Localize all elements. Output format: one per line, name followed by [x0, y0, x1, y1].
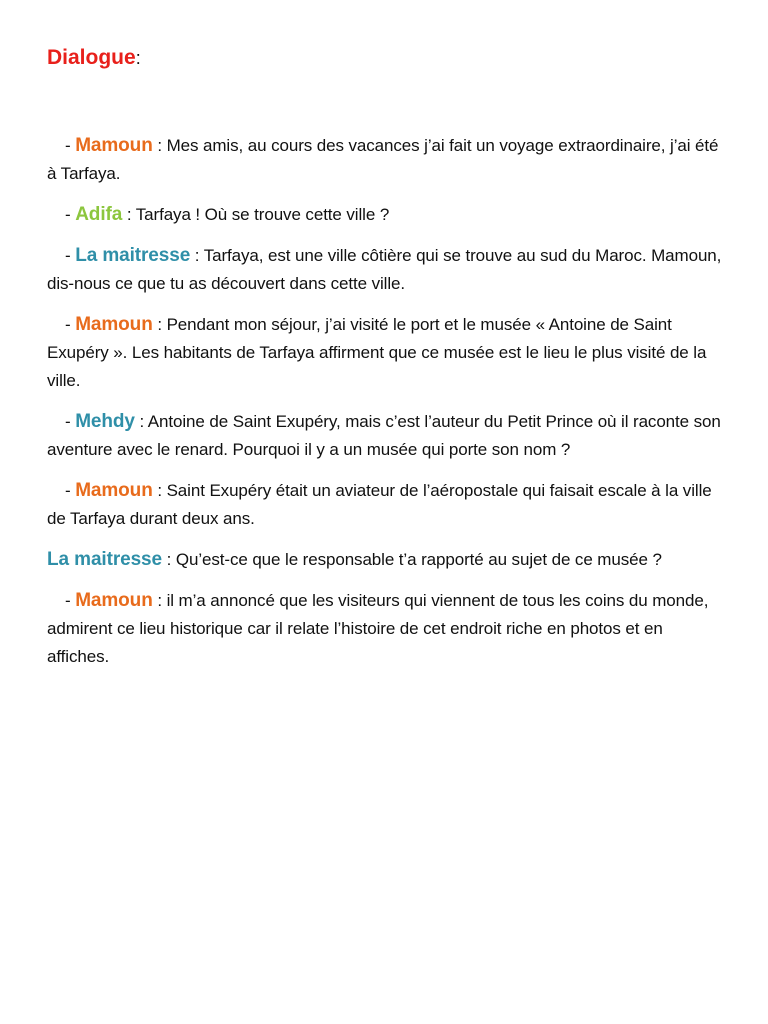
line-text: : Antoine de Saint Exupéry, mais c’est l’auteur du Petit Prince où il raconte son aventure avec le renard. Pourquoi il y a un musée qui porte son nom ?	[47, 412, 721, 459]
document-page	[47, 44, 729, 666]
speaker-name: Mamoun	[75, 480, 153, 501]
speaker-name: Mamoun	[75, 590, 153, 611]
speaker-name: Adifa	[75, 204, 123, 225]
dialogue-line	[47, 132, 729, 188]
line-dash: -	[65, 412, 76, 431]
line-text: : Mes amis, au cours des vacances j’ai fait un voyage extraordinaire, j’ai été à Tarfaya.	[47, 136, 719, 183]
line-dash: -	[65, 246, 76, 265]
heading-colon: :	[135, 48, 141, 68]
dialogue-line	[47, 587, 729, 671]
line-text: : Pendant mon séjour, j’ai visité le port et le musée « Antoine de Saint Exupéry ». Les habitants de Tarfaya affirment que ce musée est le lieu le plus visité de la ville.	[47, 315, 707, 390]
speaker-name: Mamoun	[75, 135, 153, 156]
dialogue-line	[47, 311, 729, 395]
line-text: : Tarfaya, est une ville côtière qui se trouve au sud du Maroc. Mamoun, dis-nous ce que tu as découvert dans cette ville.	[47, 246, 722, 293]
dialogue-line	[47, 242, 729, 298]
dialogue-body	[47, 132, 729, 684]
line-text: : Tarfaya ! Où se trouve cette ville ?	[122, 205, 390, 224]
line-text: : Saint Exupéry était un aviateur de l’aéropostale qui faisait escale à la ville de Tarfaya durant deux ans.	[47, 481, 712, 528]
dialogue-line	[47, 477, 729, 533]
line-text: : Qu’est-ce que le responsable t’a rapporté au sujet de ce musée ?	[161, 550, 662, 569]
speaker-name: La maitresse	[75, 245, 191, 266]
line-dash: -	[65, 591, 76, 610]
dialogue-line	[47, 201, 729, 229]
line-dash: -	[65, 315, 76, 334]
heading-title: Dialogue	[47, 46, 136, 69]
speaker-name: Mamoun	[75, 314, 153, 335]
speaker-name: Mehdy	[75, 411, 135, 432]
dialogue-line	[47, 546, 729, 574]
line-dash: -	[65, 136, 76, 155]
line-dash: -	[65, 481, 76, 500]
speaker-name: La maitresse	[47, 549, 162, 570]
dialogue-line	[47, 408, 729, 464]
line-text: : il m’a annoncé que les visiteurs qui viennent de tous les coins du monde, admirent ce lieu historique car il relate l’histoire de cet endroit riche en photos et en affiches.	[47, 591, 709, 666]
dialogue-heading	[47, 44, 729, 72]
line-dash: -	[65, 205, 76, 224]
